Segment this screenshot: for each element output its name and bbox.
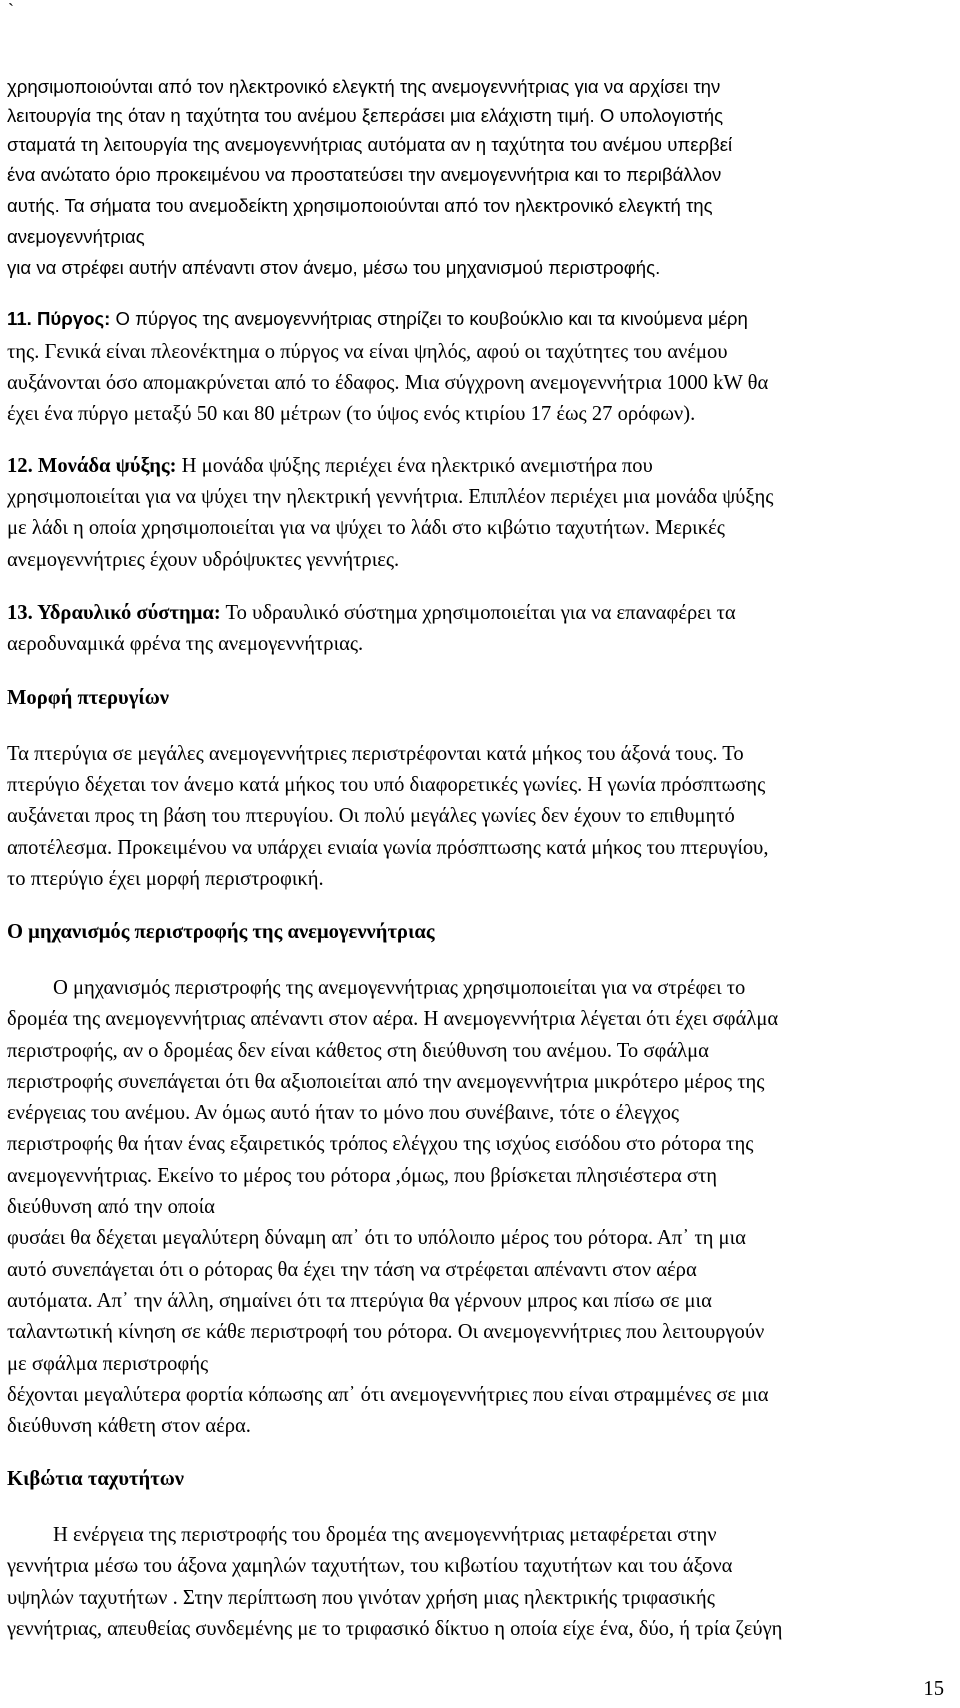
- text-line: χρησιμοποιούνται από τον ηλεκτρονικό ελεγκτή της ανεμογεννήτριας για να αρχίσει την: [7, 76, 721, 97]
- text-line: περιστροφής θα ήταν ένας εξαιρετικός τρόπος ελέγχου της ισχύος εισόδου στο ρότορα της: [7, 1133, 754, 1155]
- text-line: αυξάνονται όσο απομακρύνεται από το έδαφος. Μια σύγχρονη ανεμογεννήτρια 1000 kW θα: [7, 372, 769, 394]
- stray-mark: `: [8, 0, 14, 20]
- text-line: Τα πτερύγια σε μεγάλες ανεμογεννήτριες περιστρέφονται κατά μήκος του άξονά τους. Το: [7, 743, 744, 765]
- text-line: ανεμογεννήτριας: [7, 226, 145, 247]
- text-line: αυτό συνεπάγεται ότι ο ρότορας θα έχει την τάση να στρέφεται απέναντι στον αέρα: [7, 1259, 697, 1281]
- text-line: αυτής. Τα σήματα του ανεμοδείκτη χρησιμοποιούνται από τον ηλεκτρονικό ελεγκτή της: [7, 195, 713, 216]
- item-11-line: 11. Πύργος: Ο πύργος της ανεμογεννήτριας στηρίζει το κουβούκλιο και τα κινούμενα μέρη: [7, 308, 748, 329]
- text-line: με λάδι η οποία χρησιμοποιείται για να ψύχει το λάδι στο κιβώτιο ταχυτήτων. Μερικές: [7, 517, 725, 539]
- item-12-line: 12. Μονάδα ψύξης: Η μονάδα ψύξης περιέχει ένα ηλεκτρικό ανεμιστήρα που: [7, 455, 653, 477]
- text-line: αποτέλεσμα. Προκειμένου να υπάρχει ενιαία γωνία πρόσπτωσης κατά μήκος του πτερυγίου,: [7, 837, 769, 859]
- text-line: δέχονται μεγαλύτερα φορτία κόπωσης απ᾽ ότι ανεμογεννήτριες που είναι στραμμένες σε μια: [7, 1384, 769, 1406]
- text-line: αυξάνεται προς τη βάση του πτερυγίου. Οι πολύ μεγάλες γωνίες δεν έχουν το επιθυμητό: [7, 805, 735, 827]
- text-line: το πτερύγιο έχει μορφή περιστροφική.: [7, 868, 324, 890]
- text-line: χρησιμοποιείται για να ψύχει την ηλεκτρική γεννήτρια. Επιπλέον περιέχει μια μονάδα ψύξης: [7, 486, 774, 508]
- text-line: γεννήτριας, απευθείας συνδεμένης με το τριφασικό δίκτυο η οποία είχε ένα, δύο, ή τρία ζεύγη: [7, 1618, 783, 1640]
- text-line: με σφάλμα περιστροφής: [7, 1353, 209, 1375]
- section-heading: Μορφή πτερυγίων: [7, 687, 170, 709]
- text-line: ανεμογεννήτριας. Εκείνο το μέρος του ρότορα ,όμως, που βρίσκεται πλησιέστερα στη: [7, 1165, 718, 1187]
- text-line: έχει ένα πύργο μεταξύ 50 και 80 μέτρων (το ύψος ενός κτιρίου 17 έως 27 ορόφων).: [7, 403, 696, 425]
- text-line: λειτουργία της όταν η ταχύτητα του ανέμου ξεπεράσει μια ελάχιστη τιμή. Ο υπολογιστής: [7, 105, 724, 126]
- text-line: πτερύγιο δέχεται τον άνεμο κατά μήκος του υπό διαφορετικές γωνίες. Η γωνία πρόσπτωσης: [7, 774, 766, 796]
- text-line: της. Γενικά είναι πλεονέκτημα ο πύργος να είναι ψηλός, αφού οι ταχύτητες του ανέμου: [7, 341, 728, 363]
- item-11-label: 11. Πύργος:: [7, 308, 111, 329]
- text-line: φυσάει θα δέχεται μεγαλύτερη δύναμη απ᾽ ότι το υπόλοιπο μέρος του ρότορα. Απ᾽ τη μια: [7, 1227, 746, 1249]
- page-number: 15: [923, 1678, 944, 1700]
- section-heading: Ο μηχανισμός περιστροφής της ανεμογεννήτριας: [7, 921, 435, 943]
- text-line: διεύθυνση κάθετη στον αέρα.: [7, 1415, 251, 1437]
- text-line: για να στρέφει αυτήν απέναντι στον άνεμο, μέσω του μηχανισμού περιστροφής.: [7, 257, 661, 278]
- text-line: διεύθυνση από την οποία: [7, 1196, 215, 1218]
- text-line: ταλαντωτική κίνηση σε κάθε περιστροφή του ρότορα. Οι ανεμογεννήτριες που λειτουργούν: [7, 1321, 765, 1343]
- item-13-line: 13. Υδραυλικό σύστημα: Το υδραυλικό σύστημα χρησιμοποιείται για να επαναφέρει τα: [7, 602, 736, 624]
- text-line: περιστροφής, αν ο δρομέας δεν είναι κάθετος στη διεύθυνση του ανέμου. Το σφάλμα: [7, 1040, 709, 1062]
- text-line: ένα ανώτατο όριο προκειμένου να προστατεύσει την ανεμογεννήτρια και το περιβάλλον: [7, 164, 722, 185]
- text-line: αεροδυναμικά φρένα της ανεμογεννήτριας.: [7, 633, 364, 655]
- section-heading: Κιβώτια ταχυτήτων: [7, 1468, 184, 1490]
- item-13-label: 13. Υδραυλικό σύστημα:: [7, 602, 221, 624]
- text-line: σταματά τη λειτουργία της ανεμογεννήτριας αυτόματα αν η ταχύτητα του ανέμου υπερβεί: [7, 134, 733, 155]
- text-line: γεννήτρια μέσω του άξονα χαμηλών ταχυτήτων, του κιβωτίου ταχυτήτων και του άξονα: [7, 1555, 733, 1577]
- text-line: ανεμογεννήτριες έχουν υδρόψυκτες γεννήτριες.: [7, 549, 400, 571]
- text-line: Ο μηχανισμός περιστροφής της ανεμογεννήτριας χρησιμοποιείται για να στρέφει το: [53, 977, 746, 999]
- text-line: περιστροφής συνεπάγεται ότι θα αξιοποιείται από την ανεμογεννήτρια μικρότερο μέρος της: [7, 1071, 765, 1093]
- text-line: ενέργειας του ανέμου. Αν όμως αυτό ήταν το μόνο που συνέβαινε, τότε ο έλεγχος: [7, 1102, 680, 1124]
- text-line: αυτόματα. Απ᾽ την άλλη, σημαίνει ότι τα πτερύγια θα γέρνουν μπρος και πίσω σε μια: [7, 1290, 712, 1312]
- item-12-label: 12. Μονάδα ψύξης:: [7, 455, 177, 477]
- text-line: υψηλών ταχυτήτων . Στην περίπτωση που γινόταν χρήση μιας ηλεκτρικής τριφασικής: [7, 1587, 715, 1609]
- text-line: δρομέα της ανεμογεννήτριας απέναντι στον αέρα. Η ανεμογεννήτρια λέγεται ότι έχει σφάλμα: [7, 1008, 779, 1030]
- text-line: Η ενέργεια της περιστροφής του δρομέα της ανεμογεννήτριας μεταφέρεται στην: [53, 1524, 717, 1546]
